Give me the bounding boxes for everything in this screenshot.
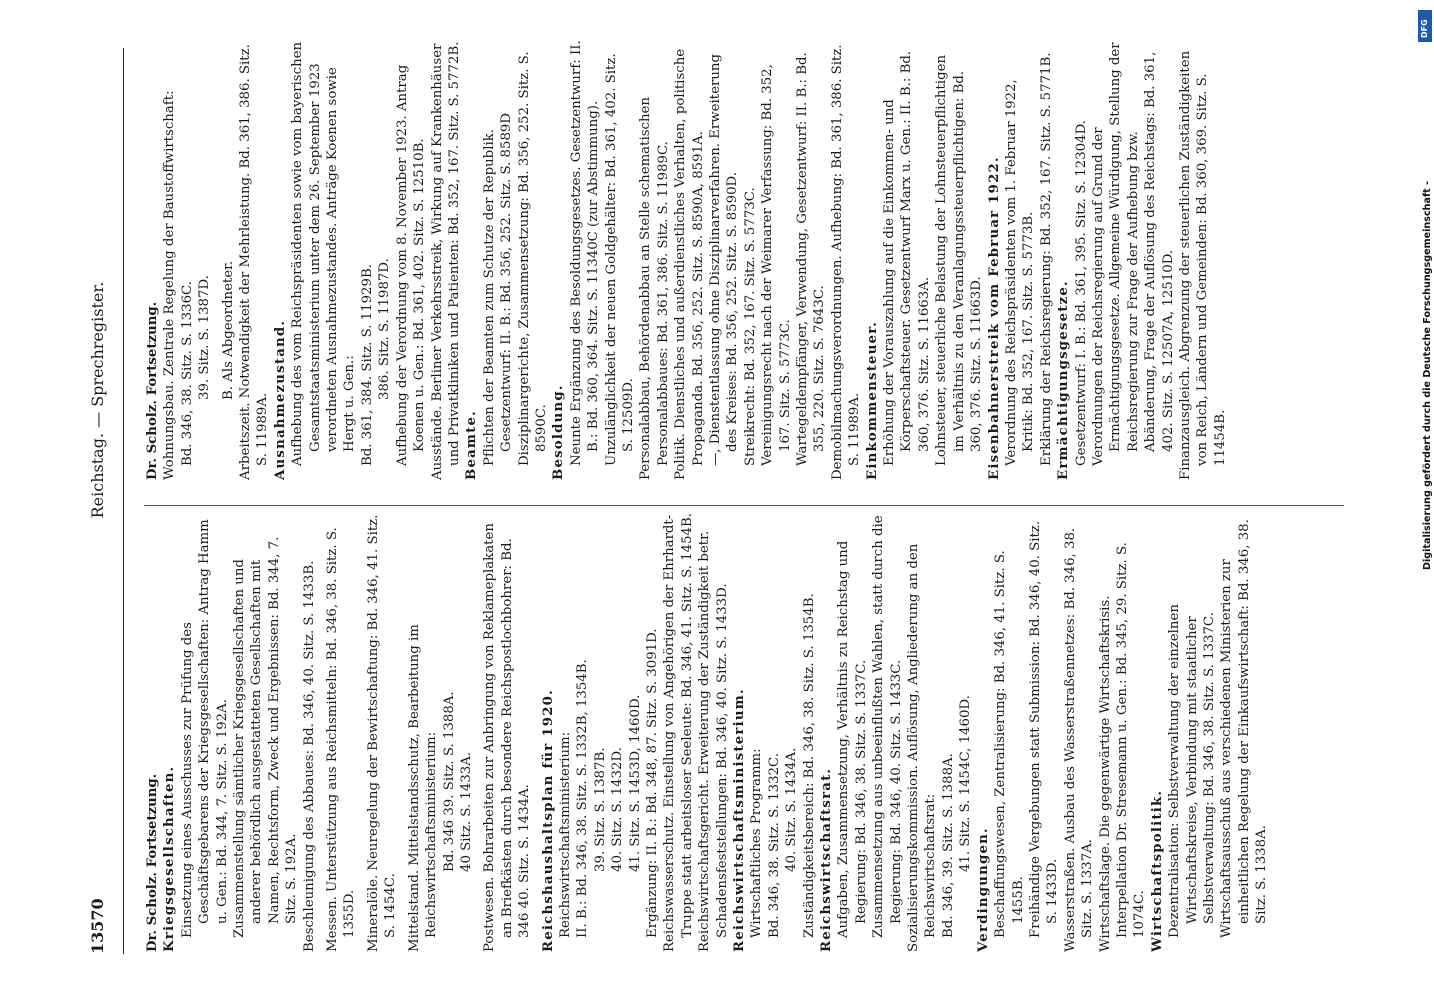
index-entry: Mineralöle. Neuregelung der Bewirtschaftung: Bd. 346, 41. Sitz. S. 1454C. [365,514,399,952]
index-entry: 386. Sitz. S. 11987D. [377,258,393,400]
column-divider [144,505,1344,506]
index-entry: Aufhebung des vom Reichspräsidenten sowie vom bayerischen Gesamtstaatsministerium unter dem 26. September 1923 verordneten Ausnahmezustandes. Anträge Koenen sowie Hergt u. Gen.: [290,41,358,466]
index-entry: Wirtschaftliches Programm: [749,748,765,938]
index-entry: Unzulänglichkeit der neuen Goldgehälter: Bd. 361, 402. Sitz. S. 12509D. [603,53,636,466]
left-column [144,512,1394,952]
index-entry: Reichswirtschaftsrat. [819,767,835,952]
index-entry: Wartegeldempfänger, Verwendung, Gesetzentwurf: II. B.: Bd. 355, 220. Sitz. S. 7643C. [795,52,828,466]
index-entry: Finanzausgleich. Abgrenzung der steuerlichen Zuständigkeiten von Reich, Ländern und Gemeinden: Bd. 360, 369. Sitz. S. 11454B. [1177,50,1228,480]
index-entry: Reichswirtschaftsministerium: [557,731,573,938]
index-entry: Neunte Ergänzung des Besoldungsgesetzes. Gesetzentwurf: II. B.: Bd. 360, 364. Sitz. S. 11340C (zur Abstimmung). [568,40,602,466]
index-entry: 40 Sitz. S. 1433A. [458,751,474,872]
index-entry: Besoldung. [551,384,567,480]
index-entry: Aufgaben, Zusammensetzung, Verhältnis zu Reichstag und Regierung: Bd. 346, 38. Sitz. S. 1337C. [836,540,869,938]
index-entry: Streikrecht: Bd. 352, 167. Sitz. S. 5773C. [742,187,758,466]
index-entry: Verordnung des Reichspräsidenten vom 1. Februar 1922, Kritik: Bd. 352, 167. Sitz. S. 5773B. [1003,79,1037,466]
index-entry: Bd. 361, 384. Sitz. S. 11929B. [359,264,375,466]
index-entry: Personalabbau, Behördenabbau an Stelle schematischen Personalabbaues: Bd. 361, 386. Sitz. S. 11989C. [638,97,671,480]
index-entry: Wirtschaftspolitik. [1149,789,1165,952]
index-entry: Einkommensteuer. [864,320,880,480]
index-entry: Bd. 346, 38. Sitz. S. 1332C. [766,753,782,938]
index-entry: Kriegsgesellschaften. [162,765,178,952]
page-number: 13570 [88,898,107,954]
header-rule [123,48,124,954]
index-entry: Dezentralisation: Selbstverwaltung der einzelnen Wirtschaftskreise, Verbindung mit staatlicher Selbstverwaltung: Bd. 346, 38. Sitz. S. 1337C. [1167,604,1217,938]
index-entry: Lohnsteuer, steuerliche Belastung der Lohnsteuerpflichtigen im Verhältnis zu den Veranlagungssteuerpflichtigen: Bd. 360, 376. Sitz. S. 11663D. [934,54,985,466]
index-entry: Reichswirtschaftsgericht. Erweiterung der Zuständigkeit betr. Schadensfeststellungen: Bd. 346, 40. Sitz. S. 1433D. [697,530,730,952]
index-entry: Wasserstraßen. Ausbau des Wasserstraßennetzes: Bd. 346, 38. Sitz. S. 1337A. [1062,527,1096,952]
index-entry: Verdingungen. [975,827,991,952]
index-entry: Zusammensetzung aus unbeeinflußten Wahlen, statt durch die Regierung: Bd. 346, 40. Sitz. S. 1433C. [871,515,904,938]
index-entry: Einsetzung eines Ausschusses zur Prüfung des Geschäftsgebarens der Kriegsgesellschaften: Antrag Hamm u. Gen.: Bd. 344, 7. Sitz. S. 192A. [179,519,230,938]
index-entry: Pflichten der Beamten zum Schutze der Republik. Gesetzentwurf: II. B.: Bd. 356, 252. Sitz. S. 8589D [481,112,515,466]
index-entry: Ausstände. Berliner Verkehrsstreik, Wirkung auf Krankenhäuser und Privatkliniken und Patienten: Bd. 352, 167. Sitz. S. 5772B. [429,41,462,480]
index-entry: Reichshaushaltsplan für 1920. [540,689,556,952]
index-entry: Verordnungen der Reichsregierung auf Grund der Ermächtigungsgesetze. Allgemeine Würdigung, Stellung der Reichsregierung zur Frage der Aufhebung bzw. Abänderung, Frage der Auflösung des Reichstags: Bd. 361, 402. Sitz. S. 12507A, 12510D. [1090,42,1176,466]
index-entry: Ausnahmezustand. [272,319,288,480]
index-entry: Beamte. [464,409,480,480]
index-entry: Reichswirtschaftsministerium. [732,688,747,952]
right-column [144,40,1394,480]
index-entry: Wirtschaftsausschuß aus verschiedenen Ministerien zur einheitlichen Regelung der Einkaufswirtschaft: Bd. 346, 38. Sitz. S. 1338A. [1219,519,1270,938]
index-entry: Freihändige Vergebungen statt Submission: Bd. 346, 40. Sitz. S. 1433D. [1027,520,1061,938]
index-entry: 40. Sitz. S. 1434A. [784,747,800,872]
index-entry: Messen. Unterstützung aus Reichsmitteln: Bd. 346, 38. Sitz. S. 1355D. [325,527,358,952]
index-entry: Politik. Dienstliches und außerdienstliches Verhalten, politische Propaganda. Bd. 356, 252. Sitz. S. 8590A, 8591A. [673,48,706,480]
index-entry: Mittelstand. Mittelstandsschutz, Bearbeitung im Reichswirtschaftsministerium: [406,624,440,952]
index-entry: Gesetzentwurf: I. B.: Bd. 361, 395. Sitz. S. 12304D. [1073,119,1089,466]
index-entry: 41. Sitz. S. 1453D, 1460D. [627,694,643,872]
index-entry: Eisenbahnerstreik vom Februar 1922. [986,156,1002,480]
dfg-logo [1418,10,1432,42]
index-entry: Vereinigungsrecht nach der Weimarer Verfassung: Bd. 352, 167. Sitz. S. 5773C. [760,64,793,466]
index-entry: Erklärung der Reichsregierung: Bd. 352, 167. Sitz. S. 5771B. [1038,52,1054,466]
index-entry: Bd. 346, 38. Sitz. S. 1336C. [179,281,195,466]
index-entry: 40. Sitz. S. 1432D. [610,747,626,872]
dfg-logo-text: DFG [1420,19,1429,38]
index-entry: Beschaffungswesen, Zentralisierung: Bd. 346, 41. Sitz. S. 1455B. [993,550,1026,938]
index-entry: Arbeitszeit. Notwendigkeit der Mehrleistung. Bd. 361, 386. Sitz. S. 11989A. [238,44,271,480]
digitization-note-text: Digitalisierung gefördert durch die Deutsche Forschungsgemeinschaft - [1422,180,1433,570]
index-entry: Wirtschaftslage. Die gegenwärtige Wirtschaftskrisis. Interpellation Dr. Stresemann u. Gen.: Bd. 345, 29. Sitz. S. 1074C. [1097,542,1148,952]
index-entry: Zusammenstellung sämtlicher Kriegsgesellschaften und anderer behördlich ausgestatteten Gesellschaften mit Namen, Rechtsform, Zweck und Ergebnissen: Bd. 344, 7. Sitz. S. 192A. [232,536,300,938]
index-entry: Zuständigkeitsbereich: Bd. 346, 38. Sitz. S. 1354B. [801,593,817,938]
index-entry: Bd. 346 39. Sitz. S. 1388A. [441,691,457,872]
index-entry: Reichswasserschutz. Einstellung von Angehörigen der Ehrhardt-Truppe statt arbeitsloser Seeleute: Bd. 346, 41. Sitz. S. 1454B. [662,512,695,952]
index-entry: Dr. Scholz. Fortsetzung. [145,773,160,952]
index-entry: 41. Sitz. S. 1454C, 1460D. [958,695,974,872]
index-entry: 39. Sitz. S. 1387B. [592,747,608,872]
index-entry: Bd. 346, 39. Sitz. S. 1388A. [940,753,956,938]
digitization-note [1412,10,1432,1000]
index-entry: Disziplinargerichte, Zusammensetzung: Bd. 356, 252. Sitz. S. 8590C. [516,51,549,466]
index-entry: Postwesen. Bohrarbeiten zur Anbringung von Reklameplakaten an Briefkästen durch besondere Reichspostlochbohrer: Bd. 346 40. Sitz. S. 1434A. [482,523,533,952]
index-entry: Ergänzung: II. B.: Bd. 348, 87. Sitz. S. 3091D. [644,628,660,938]
index-entry: Aufhebung der Verordnung vom 8. November 1923. Antrag Koenen u. Gen.: Bd. 361, 402. Sitz. S. 12510B. [394,64,428,466]
index-entry: Beschleunigung des Abbaues: Bd. 346, 40. Sitz. S. 1433B. [301,560,317,952]
index-entry: II. B.: Bd. 346, 38. Sitz. S. 1332B, 1354B. [575,659,591,938]
rotated-document-page [38,0,1398,1000]
index-entry: 39. Sitz. S. 1387D. [197,275,213,400]
index-entry: Ermächtigungsgesetze. [1056,280,1072,480]
index-entry: Erhöhung der Vorauszahlung auf die Einkommen- und Körperschaftsteuer. Gesetzentwurf Marx u. Gen.: II. B.: Bd. 360, 376. Sitz. S. 11663A. [882,50,932,466]
index-entry: —, Dienstentlassung ohne Disziplinarverfahren. Erweiterung des Kreises: Bd. 356, 252. Sitz. S. 8590D. [708,54,741,466]
running-title: Reichstag. — Sprechregister. [88,281,107,519]
index-entry: Dr. Scholz. Fortsetzung. [145,301,160,480]
index-entry: B. Als Abgeordneter. [220,260,236,400]
index-entry: Sozialisierungskommission. Auflösung, Angliederung an den Reichswirtschaftsrat: [906,543,939,952]
index-entry: Wohnungsbau. Zentrale Regelung der Baustoffwirtschaft: [162,90,178,480]
index-entry: Demobilmachungsverordnungen. Aufhebung: Bd. 361, 386. Sitz. S. 11989A. [829,44,863,480]
